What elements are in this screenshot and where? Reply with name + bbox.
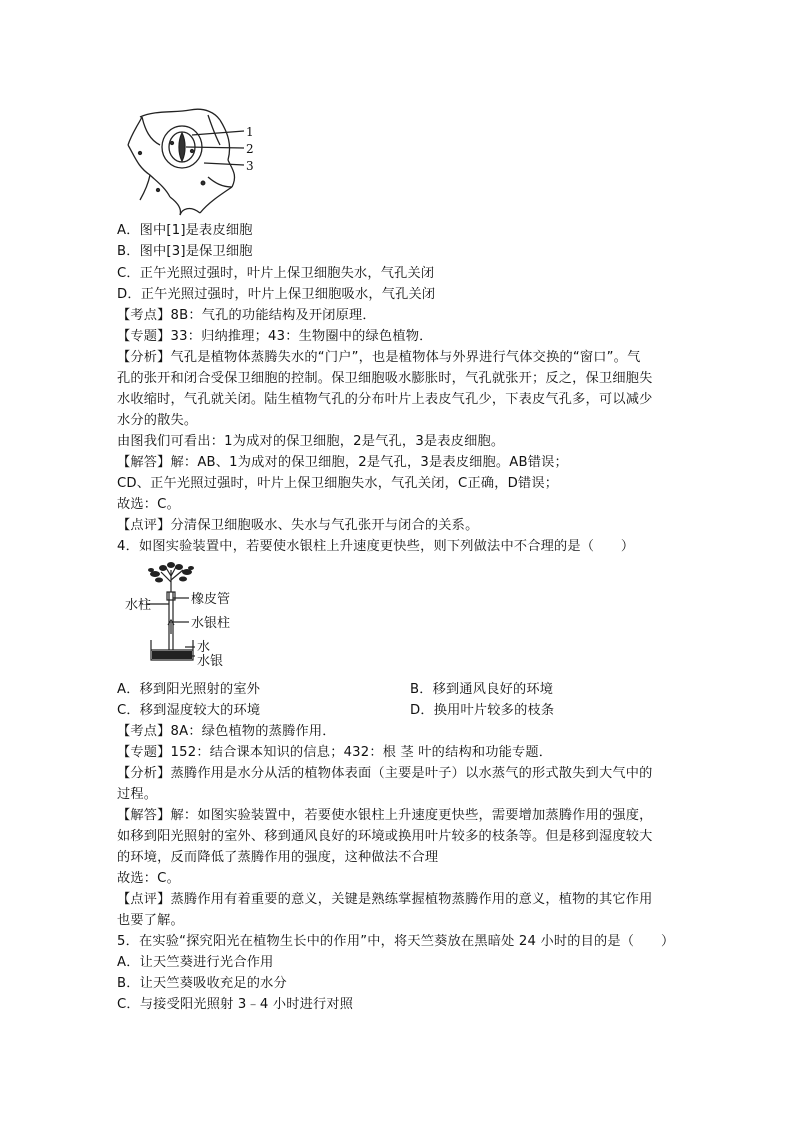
- q3-fenxi-1: 【分析】气孔是植物体蒸腾失水的“门户”，也是植物体与外界进行气体交换的“窗口”。气: [117, 350, 641, 365]
- figure1-label-2: 2: [246, 142, 254, 156]
- q4-fenxi-2: 过程。: [117, 787, 158, 802]
- figure1-label-1: 1: [246, 125, 254, 139]
- q4-option-b: B．移到通风良好的环境: [410, 682, 554, 697]
- label-mercury: 水银: [197, 654, 224, 669]
- q3-option-d: D．正午光照过强时，叶片上保卫细胞吸水，气孔关闭: [117, 287, 436, 302]
- q3-option-a: A．图中[1]是表皮细胞: [117, 223, 253, 238]
- stomata-figure: [120, 105, 270, 220]
- q4-jieda-1: 【解答】解：如图实验装置中，若要使水银柱上升速度更快些，需要增加蒸腾作用的强度，: [117, 808, 653, 823]
- q4-option-d: D．换用叶片较多的枝条: [410, 703, 555, 718]
- q4-kaodian: 【考点】8A：绿色植物的蒸腾作用．: [117, 724, 336, 739]
- q4-option-c: C．移到湿度较大的环境: [117, 703, 261, 718]
- q4-zhuanti: 【专题】152：结合课本知识的信息；432：根 茎 叶的结构和功能专题．: [117, 745, 553, 760]
- label-rubber-tube: 橡皮管: [191, 592, 231, 607]
- q3-fenxi-4: 水分的散失。: [117, 413, 198, 428]
- q4-dianping-1: 【点评】蒸腾作用有着重要的意义，关键是熟练掌握植物蒸腾作用的意义，植物的其它作用: [117, 892, 653, 907]
- q3-option-b: B．图中[3]是保卫细胞: [117, 244, 253, 259]
- q3-fenxi-2: 孔的张开和闭合受保卫细胞的控制。保卫细胞吸水膨胀时，气孔就张开；反之，保卫细胞失: [117, 371, 653, 386]
- q3-jieda-2: CD、正午光照过强时，叶片上保卫细胞失水，气孔关闭，C正确，D错误；: [117, 476, 559, 491]
- label-water-column: 水柱: [125, 598, 152, 613]
- q4-jieda-2: 如移到阳光照射的室外、移到通风良好的环境或换用叶片较多的枝条等。但是移到湿度较大: [117, 829, 653, 844]
- q4-stem: 4．如图实验装置中，若要使水银柱上升速度更快些，则下列做法中不合理的是（ ）: [117, 539, 635, 554]
- q5-option-c: C．与接受阳光照射 3﹣4 小时进行对照: [117, 997, 354, 1012]
- label-water: 水: [197, 640, 211, 655]
- q4-fenxi-1: 【分析】蒸腾作用是水分从活的植物体表面（主要是叶子）以水蒸气的形式散失到大气中的: [117, 766, 653, 781]
- q5-option-b: B．让天竺葵吸收充足的水分: [117, 976, 287, 991]
- q4-dianping-2: 也要了解。: [117, 913, 184, 928]
- q5-stem: 5．在实验“探究阳光在植物生长中的作用”中，将天竺葵放在黑暗处 24 小时的目的是（ ）: [117, 934, 675, 949]
- q3-dianping: 【点评】分清保卫细胞吸水、失水与气孔张开与闭合的关系。: [117, 518, 479, 533]
- q4-option-a: A．移到阳光照射的室外: [117, 682, 261, 697]
- q3-answer: 故选：C。: [117, 497, 180, 512]
- transpiration-figure: [125, 562, 265, 672]
- q5-option-a: A．让天竺葵进行光合作用: [117, 955, 274, 970]
- q3-option-c: C．正午光照过强时，叶片上保卫细胞失水，气孔关闭: [117, 266, 435, 281]
- figure1-label-3: 3: [246, 159, 254, 173]
- q3-zhuanti: 【专题】33：归纳推理；43：生物圈中的绿色植物．: [117, 329, 433, 344]
- q4-jieda-3: 的环境，反而降低了蒸腾作用的强度，这种做法不合理: [117, 850, 439, 865]
- q3-fenxi-3: 水收缩时，气孔就关闭。陆生植物气孔的分布叶片上表皮气孔少，下表皮气孔多，可以减少: [117, 392, 653, 407]
- q3-kaodian: 【考点】8B：气孔的功能结构及开闭原理．: [117, 308, 376, 323]
- q3-jieda-1: 【解答】解：AB、1为成对的保卫细胞，2是气孔，3是表皮细胞。AB错误；: [117, 455, 568, 470]
- q4-answer: 故选：C。: [117, 871, 180, 886]
- q3-note: 由图我们可看出：1为成对的保卫细胞，2是气孔，3是表皮细胞。: [117, 434, 505, 449]
- label-mercury-column: 水银柱: [191, 616, 231, 631]
